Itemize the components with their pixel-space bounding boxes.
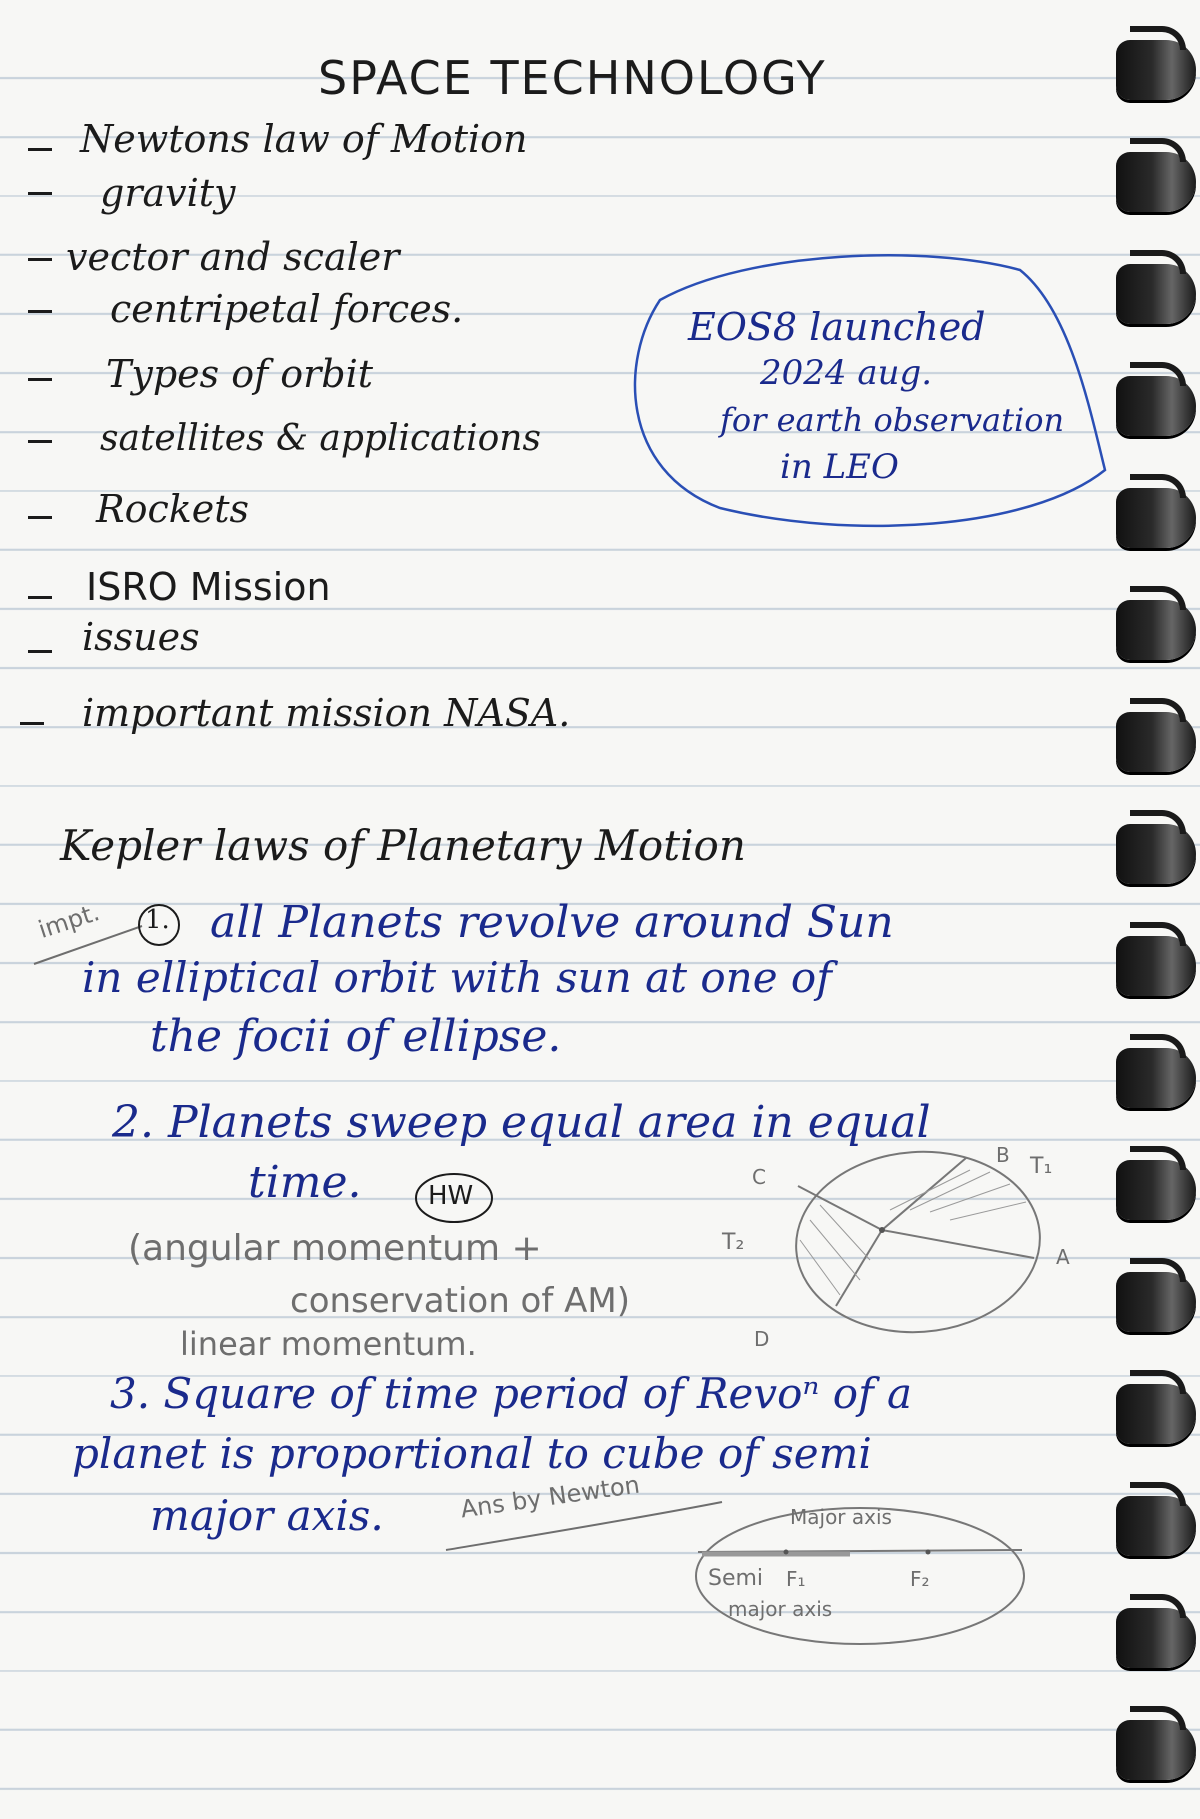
topic-item: gravity [100, 171, 236, 215]
law2-line: time. [248, 1157, 362, 1208]
law3-line: 3. Square of time period of Revoⁿ of a [110, 1369, 913, 1418]
diagram1-label: B [996, 1143, 1010, 1167]
law2-line: 2. Planets sweep equal area in equal [112, 1097, 931, 1148]
bullet-dash-icon [28, 310, 52, 313]
diagram2-label: Major axis [790, 1505, 892, 1529]
law3-line: planet is proportional to cube of semi [72, 1429, 872, 1478]
hw-tag: HW [428, 1181, 474, 1211]
diagram-line [798, 1186, 882, 1230]
topic-item: ISRO Mission [86, 565, 331, 609]
topic-item: Rockets [96, 487, 250, 531]
diagram1-label: T₂ [722, 1230, 745, 1255]
topic-item: satellites & applications [100, 418, 541, 459]
bullet-dash-icon [28, 378, 52, 381]
spiral-coil [1116, 1384, 1196, 1444]
bullet-dash-icon [20, 722, 44, 725]
spiral-coil [1116, 1720, 1196, 1780]
topic-item: Types of orbit [106, 352, 374, 396]
topic-item: Newtons law of Motion [80, 117, 528, 161]
callout-line: in LEO [780, 447, 899, 487]
spiral-coil [1116, 824, 1196, 884]
bullet-dash-icon [28, 148, 52, 151]
bullet-dash-icon [28, 650, 52, 653]
law2-note: linear momentum. [180, 1325, 477, 1363]
spiral-coil [1116, 152, 1196, 212]
topic-item: issues [82, 615, 200, 659]
bullet-dash-icon [28, 440, 52, 443]
bullet-dash-icon [28, 258, 52, 261]
callout-line: 2024 aug. [760, 353, 933, 393]
spiral-coil [1116, 1160, 1196, 1220]
spiral-coil [1116, 264, 1196, 324]
diagram1-label: T₁ [1030, 1154, 1053, 1179]
law2-note: (angular momentum + [128, 1228, 542, 1269]
diagram2-label: Semi [708, 1566, 764, 1591]
bullet-dash-icon [28, 516, 52, 519]
spiral-coil [1116, 1608, 1196, 1668]
diagram2-label: major axis [728, 1597, 833, 1621]
spiral-coil [1116, 1048, 1196, 1108]
impt-tag: impt. [34, 898, 103, 944]
law1-number: 1. [145, 905, 170, 935]
diagram1-label: C [752, 1165, 766, 1189]
page-title: SPACE TECHNOLOGY [318, 51, 827, 105]
law1-line: all Planets revolve around Sun [210, 897, 894, 948]
spiral-coil [1116, 376, 1196, 436]
law3-line: major axis. [150, 1491, 384, 1540]
spiral-coil [1116, 600, 1196, 660]
diagram-line [836, 1230, 882, 1306]
spiral-coil [1116, 1496, 1196, 1556]
callout-line: for earth observation [720, 401, 1065, 439]
topic-item: vector and scaler [66, 235, 400, 279]
spiral-coil [1116, 712, 1196, 772]
law1-line: the focii of ellipse. [150, 1011, 562, 1062]
diagram-line [882, 1230, 1034, 1258]
kepler-heading: Kepler laws of Planetary Motion [60, 821, 746, 870]
topic-item: important mission NASA. [82, 691, 571, 735]
diagram1-label: D [754, 1327, 770, 1351]
diagram2-label: F₁ [786, 1567, 806, 1591]
spiral-coil [1116, 488, 1196, 548]
area-sweep-diagram [740, 1130, 1080, 1360]
spiral-coil [1116, 40, 1196, 100]
law3-note: Ans by Newton [458, 1470, 642, 1524]
law3-note-underline [440, 1496, 730, 1556]
bullet-dash-icon [28, 596, 52, 599]
diagram1-label: A [1056, 1245, 1070, 1269]
law2-note: conservation of AM) [290, 1281, 630, 1321]
law1-line: in elliptical orbit with sun at one of [82, 953, 832, 1002]
topic-item: centripetal forces. [110, 287, 464, 331]
callout-line: EOS8 launched [688, 305, 986, 349]
spiral-coil [1116, 1272, 1196, 1332]
bullet-dash-icon [28, 192, 52, 195]
spiral-coil [1116, 936, 1196, 996]
diagram2-label: F₂ [910, 1567, 930, 1591]
